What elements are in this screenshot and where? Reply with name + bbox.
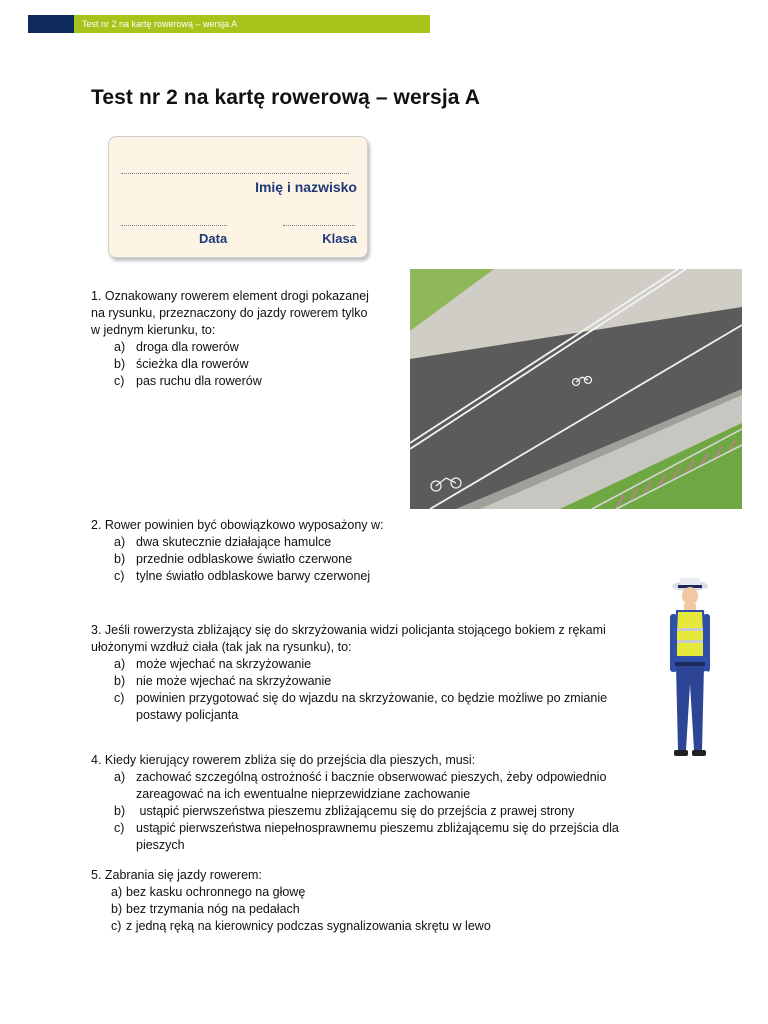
class-label: Klasa xyxy=(322,231,357,246)
question-text: 3. Jeśli rowerzysta zbliżający się do skrzyżowania widzi policjanta stojącego bokiem z rękami xyxy=(91,623,606,637)
name-label: Imię i nazwisko xyxy=(255,179,357,195)
question-text: na rysunku, przeznaczony do jazdy rowerem tylko xyxy=(91,306,368,320)
answer-option: c) ustąpić pierwszeństwa niepełnosprawnemu pieszemu zbliżającemu się do przejścia dla pieszych xyxy=(114,821,619,852)
answer-option: a) zachować szczególną ostrożność i bacznie obserwować pieszych, żeby odpowiednio zareagować na ich ewentualne nieprzewidziane zachowanie xyxy=(114,770,607,801)
answer-option: a) droga dla rowerów xyxy=(114,340,239,354)
bike-lane-illustration xyxy=(410,269,742,509)
answer-option: c) tylne światło odblaskowe barwy czerwonej xyxy=(114,569,371,583)
answer-option: b) bez trzymania nóg na pedałach xyxy=(111,902,300,916)
date-field-line xyxy=(121,225,227,226)
answer-option: a) może wjechać na skrzyżowanie xyxy=(114,657,312,671)
class-field-line xyxy=(283,225,355,226)
answer-option: b) ścieżka dla rowerów xyxy=(114,357,249,371)
header-accent xyxy=(28,15,74,33)
answer-option: c) powinien przygotować się do wjazdu na skrzyżowanie, co będzie możliwe po zmianie postawy policjanta xyxy=(114,691,608,722)
question-2 xyxy=(91,517,384,585)
question-1 xyxy=(91,288,369,390)
question-text: 5. Zabrania się jazdy rowerem: xyxy=(91,868,262,882)
header-bar-text: Test nr 2 na kartę rowerową – wersja A xyxy=(74,15,430,33)
name-field-line xyxy=(121,173,349,174)
answer-option: a) bez kasku ochronnego na głowę xyxy=(111,885,306,899)
name-card xyxy=(108,136,368,258)
page-title: Test nr 2 na kartę rowerową – wersja A xyxy=(91,86,480,109)
question-text: 2. Rower powinien być obowiązkowo wyposażony w: xyxy=(91,518,384,532)
answer-option: b) ustąpić pierwszeństwa pieszemu zbliżającemu się do przejścia z prawej strony xyxy=(114,804,575,818)
question-text: ułożonymi wzdłuż ciała (tak jak na rysunku), to: xyxy=(91,640,352,654)
answer-option: c) pas ruchu dla rowerów xyxy=(114,374,262,388)
header-bar xyxy=(28,15,430,33)
answer-option: c) z jedną ręką na kierownicy podczas sygnalizowania skrętu w lewo xyxy=(111,919,491,933)
policeman-illustration xyxy=(666,574,716,762)
date-label: Data xyxy=(199,231,228,246)
question-4 xyxy=(91,752,619,854)
answer-option: b) przednie odblaskowe światło czerwone xyxy=(114,552,353,566)
question-text: 4. Kiedy kierujący rowerem zbliża się do przejścia dla pieszych, musi: xyxy=(91,753,476,767)
answer-option: a) dwa skutecznie działające hamulce xyxy=(114,535,332,549)
question-5 xyxy=(91,867,491,935)
question-text: w jednym kierunku, to: xyxy=(91,323,216,337)
question-text: 1. Oznakowany rowerem element drogi pokazanej xyxy=(91,289,369,303)
question-3 xyxy=(91,622,607,724)
answer-option: b) nie może wjechać na skrzyżowanie xyxy=(114,674,332,688)
